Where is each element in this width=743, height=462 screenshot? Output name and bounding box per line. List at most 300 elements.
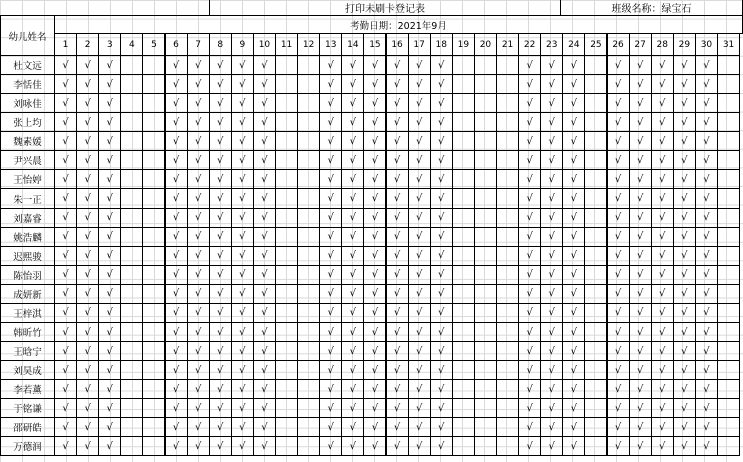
attendance-cell[interactable]: √ — [386, 341, 409, 361]
attendance-cell[interactable]: √ — [98, 360, 121, 380]
attendance-cell[interactable]: √ — [607, 379, 630, 399]
attendance-cell[interactable]: √ — [430, 112, 453, 132]
attendance-cell[interactable] — [717, 265, 740, 285]
attendance-cell[interactable]: √ — [518, 303, 541, 323]
attendance-cell[interactable]: √ — [386, 131, 409, 151]
attendance-cell[interactable] — [452, 55, 475, 75]
attendance-cell[interactable]: √ — [187, 55, 210, 75]
attendance-cell[interactable] — [717, 398, 740, 418]
attendance-cell[interactable]: √ — [253, 379, 276, 399]
attendance-cell[interactable]: √ — [430, 341, 453, 361]
attendance-cell[interactable] — [496, 379, 519, 399]
attendance-cell[interactable]: √ — [629, 322, 652, 342]
attendance-cell[interactable]: √ — [673, 188, 696, 208]
attendance-cell[interactable]: √ — [562, 131, 585, 151]
attendance-cell[interactable] — [496, 150, 519, 170]
attendance-cell[interactable] — [474, 303, 497, 323]
attendance-cell[interactable]: √ — [98, 208, 121, 228]
attendance-cell[interactable]: √ — [319, 417, 342, 437]
attendance-cell[interactable] — [120, 246, 143, 266]
attendance-cell[interactable] — [120, 55, 143, 75]
attendance-cell[interactable]: √ — [187, 188, 210, 208]
attendance-cell[interactable]: √ — [253, 246, 276, 266]
attendance-cell[interactable]: √ — [695, 436, 718, 456]
attendance-cell[interactable]: √ — [629, 417, 652, 437]
attendance-cell[interactable]: √ — [386, 436, 409, 456]
attendance-cell[interactable]: √ — [695, 398, 718, 418]
attendance-cell[interactable]: √ — [209, 188, 232, 208]
attendance-cell[interactable]: √ — [253, 169, 276, 189]
attendance-cell[interactable]: √ — [673, 150, 696, 170]
attendance-cell[interactable]: √ — [695, 303, 718, 323]
attendance-cell[interactable] — [297, 169, 320, 189]
attendance-cell[interactable]: √ — [430, 246, 453, 266]
attendance-cell[interactable] — [496, 303, 519, 323]
attendance-cell[interactable]: √ — [253, 398, 276, 418]
attendance-cell[interactable]: √ — [607, 227, 630, 247]
attendance-cell[interactable] — [496, 417, 519, 437]
attendance-cell[interactable] — [297, 188, 320, 208]
attendance-cell[interactable]: √ — [363, 322, 386, 342]
attendance-cell[interactable] — [452, 169, 475, 189]
attendance-cell[interactable]: √ — [209, 169, 232, 189]
attendance-cell[interactable]: √ — [187, 398, 210, 418]
attendance-cell[interactable]: √ — [165, 303, 188, 323]
attendance-cell[interactable]: √ — [76, 169, 99, 189]
attendance-cell[interactable]: √ — [518, 112, 541, 132]
attendance-cell[interactable] — [297, 379, 320, 399]
attendance-cell[interactable]: √ — [408, 284, 431, 304]
attendance-cell[interactable]: √ — [408, 93, 431, 113]
attendance-cell[interactable] — [717, 322, 740, 342]
attendance-cell[interactable]: √ — [408, 246, 431, 266]
attendance-cell[interactable]: √ — [54, 246, 77, 266]
attendance-cell[interactable] — [496, 131, 519, 151]
attendance-cell[interactable] — [120, 303, 143, 323]
attendance-cell[interactable]: √ — [54, 93, 77, 113]
attendance-cell[interactable] — [120, 284, 143, 304]
attendance-cell[interactable] — [297, 436, 320, 456]
attendance-cell[interactable]: √ — [341, 284, 364, 304]
attendance-cell[interactable] — [120, 74, 143, 94]
attendance-cell[interactable] — [496, 169, 519, 189]
attendance-cell[interactable] — [452, 246, 475, 266]
attendance-cell[interactable]: √ — [695, 379, 718, 399]
attendance-cell[interactable]: √ — [363, 341, 386, 361]
attendance-cell[interactable]: √ — [562, 112, 585, 132]
attendance-cell[interactable]: √ — [651, 360, 674, 380]
attendance-cell[interactable] — [496, 112, 519, 132]
attendance-cell[interactable]: √ — [76, 188, 99, 208]
attendance-cell[interactable]: √ — [54, 436, 77, 456]
attendance-cell[interactable] — [275, 246, 298, 266]
attendance-cell[interactable]: √ — [607, 74, 630, 94]
attendance-cell[interactable] — [142, 169, 165, 189]
attendance-cell[interactable]: √ — [518, 341, 541, 361]
attendance-cell[interactable] — [297, 322, 320, 342]
attendance-cell[interactable] — [142, 284, 165, 304]
attendance-cell[interactable]: √ — [54, 188, 77, 208]
attendance-cell[interactable] — [474, 398, 497, 418]
attendance-cell[interactable]: √ — [607, 417, 630, 437]
attendance-cell[interactable]: √ — [651, 227, 674, 247]
attendance-cell[interactable]: √ — [76, 112, 99, 132]
attendance-cell[interactable]: √ — [607, 360, 630, 380]
attendance-cell[interactable]: √ — [165, 55, 188, 75]
attendance-cell[interactable] — [297, 74, 320, 94]
attendance-cell[interactable]: √ — [673, 284, 696, 304]
attendance-cell[interactable] — [496, 93, 519, 113]
attendance-cell[interactable]: √ — [98, 246, 121, 266]
attendance-cell[interactable] — [452, 265, 475, 285]
attendance-cell[interactable]: √ — [695, 112, 718, 132]
attendance-cell[interactable]: √ — [430, 169, 453, 189]
attendance-cell[interactable]: √ — [187, 208, 210, 228]
attendance-cell[interactable]: √ — [165, 322, 188, 342]
attendance-cell[interactable] — [474, 131, 497, 151]
attendance-cell[interactable]: √ — [187, 112, 210, 132]
attendance-cell[interactable]: √ — [562, 284, 585, 304]
attendance-cell[interactable] — [142, 208, 165, 228]
attendance-cell[interactable]: √ — [319, 341, 342, 361]
attendance-cell[interactable] — [584, 360, 607, 380]
attendance-cell[interactable]: √ — [98, 93, 121, 113]
attendance-cell[interactable] — [142, 303, 165, 323]
attendance-cell[interactable]: √ — [386, 284, 409, 304]
attendance-cell[interactable] — [452, 322, 475, 342]
attendance-cell[interactable] — [142, 131, 165, 151]
attendance-cell[interactable] — [584, 246, 607, 266]
attendance-cell[interactable] — [275, 169, 298, 189]
attendance-cell[interactable]: √ — [562, 93, 585, 113]
attendance-cell[interactable]: √ — [629, 341, 652, 361]
attendance-cell[interactable]: √ — [341, 341, 364, 361]
attendance-cell[interactable]: √ — [363, 227, 386, 247]
attendance-cell[interactable]: √ — [76, 93, 99, 113]
attendance-cell[interactable]: √ — [430, 417, 453, 437]
attendance-cell[interactable]: √ — [518, 188, 541, 208]
attendance-cell[interactable]: √ — [562, 246, 585, 266]
attendance-cell[interactable] — [142, 55, 165, 75]
attendance-cell[interactable] — [496, 322, 519, 342]
attendance-cell[interactable]: √ — [562, 417, 585, 437]
attendance-cell[interactable] — [275, 379, 298, 399]
attendance-cell[interactable]: √ — [165, 227, 188, 247]
attendance-cell[interactable]: √ — [341, 265, 364, 285]
attendance-cell[interactable] — [275, 341, 298, 361]
attendance-cell[interactable]: √ — [540, 360, 563, 380]
attendance-cell[interactable]: √ — [430, 265, 453, 285]
attendance-cell[interactable]: √ — [319, 227, 342, 247]
attendance-cell[interactable]: √ — [98, 55, 121, 75]
attendance-cell[interactable] — [584, 93, 607, 113]
attendance-cell[interactable]: √ — [253, 360, 276, 380]
attendance-cell[interactable]: √ — [651, 417, 674, 437]
attendance-cell[interactable]: √ — [319, 322, 342, 342]
attendance-cell[interactable]: √ — [540, 379, 563, 399]
attendance-cell[interactable]: √ — [76, 246, 99, 266]
attendance-cell[interactable]: √ — [98, 379, 121, 399]
attendance-cell[interactable]: √ — [562, 169, 585, 189]
attendance-cell[interactable] — [452, 93, 475, 113]
attendance-cell[interactable] — [120, 379, 143, 399]
attendance-cell[interactable]: √ — [540, 265, 563, 285]
attendance-cell[interactable]: √ — [562, 150, 585, 170]
attendance-cell[interactable] — [142, 398, 165, 418]
attendance-cell[interactable]: √ — [540, 208, 563, 228]
attendance-cell[interactable]: √ — [341, 379, 364, 399]
attendance-cell[interactable]: √ — [231, 227, 254, 247]
attendance-cell[interactable]: √ — [651, 169, 674, 189]
attendance-cell[interactable] — [717, 341, 740, 361]
attendance-cell[interactable] — [584, 208, 607, 228]
attendance-cell[interactable]: √ — [408, 341, 431, 361]
attendance-cell[interactable] — [474, 112, 497, 132]
attendance-cell[interactable]: √ — [607, 246, 630, 266]
attendance-cell[interactable]: √ — [54, 150, 77, 170]
attendance-cell[interactable] — [584, 55, 607, 75]
attendance-cell[interactable]: √ — [54, 322, 77, 342]
attendance-cell[interactable] — [452, 379, 475, 399]
attendance-cell[interactable] — [120, 227, 143, 247]
attendance-cell[interactable]: √ — [209, 208, 232, 228]
attendance-cell[interactable] — [584, 112, 607, 132]
attendance-cell[interactable]: √ — [386, 208, 409, 228]
attendance-cell[interactable]: √ — [341, 131, 364, 151]
attendance-cell[interactable]: √ — [540, 246, 563, 266]
attendance-cell[interactable]: √ — [253, 93, 276, 113]
attendance-cell[interactable] — [496, 246, 519, 266]
attendance-cell[interactable]: √ — [518, 227, 541, 247]
attendance-cell[interactable] — [142, 436, 165, 456]
attendance-cell[interactable] — [584, 417, 607, 437]
attendance-cell[interactable]: √ — [651, 303, 674, 323]
attendance-cell[interactable] — [142, 188, 165, 208]
attendance-cell[interactable]: √ — [540, 227, 563, 247]
attendance-cell[interactable] — [717, 93, 740, 113]
attendance-cell[interactable]: √ — [209, 398, 232, 418]
attendance-cell[interactable] — [584, 322, 607, 342]
attendance-cell[interactable]: √ — [231, 322, 254, 342]
attendance-cell[interactable] — [142, 341, 165, 361]
attendance-cell[interactable]: √ — [165, 112, 188, 132]
attendance-cell[interactable]: √ — [607, 55, 630, 75]
attendance-cell[interactable] — [275, 436, 298, 456]
attendance-cell[interactable] — [474, 150, 497, 170]
attendance-cell[interactable]: √ — [540, 131, 563, 151]
attendance-cell[interactable] — [275, 227, 298, 247]
attendance-cell[interactable]: √ — [98, 398, 121, 418]
attendance-cell[interactable]: √ — [363, 169, 386, 189]
attendance-cell[interactable]: √ — [629, 227, 652, 247]
attendance-cell[interactable]: √ — [695, 208, 718, 228]
attendance-cell[interactable]: √ — [430, 398, 453, 418]
attendance-cell[interactable]: √ — [651, 265, 674, 285]
attendance-cell[interactable]: √ — [319, 150, 342, 170]
attendance-cell[interactable] — [142, 112, 165, 132]
attendance-cell[interactable] — [717, 417, 740, 437]
attendance-cell[interactable]: √ — [54, 169, 77, 189]
attendance-cell[interactable]: √ — [209, 55, 232, 75]
attendance-cell[interactable] — [474, 55, 497, 75]
attendance-cell[interactable] — [717, 55, 740, 75]
attendance-cell[interactable] — [275, 284, 298, 304]
attendance-cell[interactable]: √ — [430, 379, 453, 399]
attendance-cell[interactable]: √ — [518, 246, 541, 266]
attendance-cell[interactable] — [474, 265, 497, 285]
attendance-cell[interactable] — [474, 322, 497, 342]
attendance-cell[interactable]: √ — [187, 341, 210, 361]
attendance-cell[interactable]: √ — [562, 74, 585, 94]
attendance-cell[interactable]: √ — [651, 284, 674, 304]
attendance-cell[interactable] — [452, 150, 475, 170]
attendance-cell[interactable] — [275, 55, 298, 75]
attendance-cell[interactable] — [275, 150, 298, 170]
attendance-cell[interactable] — [474, 341, 497, 361]
attendance-cell[interactable]: √ — [695, 360, 718, 380]
attendance-cell[interactable]: √ — [673, 74, 696, 94]
attendance-cell[interactable]: √ — [518, 150, 541, 170]
attendance-cell[interactable] — [120, 436, 143, 456]
attendance-cell[interactable]: √ — [209, 112, 232, 132]
attendance-cell[interactable]: √ — [386, 360, 409, 380]
attendance-cell[interactable]: √ — [165, 246, 188, 266]
attendance-cell[interactable]: √ — [695, 188, 718, 208]
attendance-cell[interactable]: √ — [651, 150, 674, 170]
attendance-cell[interactable] — [275, 303, 298, 323]
attendance-cell[interactable]: √ — [209, 74, 232, 94]
attendance-cell[interactable]: √ — [187, 303, 210, 323]
attendance-cell[interactable]: √ — [341, 55, 364, 75]
attendance-cell[interactable]: √ — [165, 131, 188, 151]
attendance-cell[interactable] — [142, 74, 165, 94]
attendance-cell[interactable]: √ — [386, 74, 409, 94]
attendance-cell[interactable]: √ — [408, 74, 431, 94]
attendance-cell[interactable] — [297, 55, 320, 75]
attendance-cell[interactable]: √ — [98, 303, 121, 323]
attendance-cell[interactable]: √ — [430, 208, 453, 228]
attendance-cell[interactable] — [297, 112, 320, 132]
attendance-cell[interactable]: √ — [673, 417, 696, 437]
attendance-cell[interactable]: √ — [607, 208, 630, 228]
attendance-cell[interactable]: √ — [695, 417, 718, 437]
attendance-cell[interactable] — [297, 227, 320, 247]
attendance-cell[interactable] — [452, 131, 475, 151]
attendance-cell[interactable] — [717, 188, 740, 208]
attendance-cell[interactable]: √ — [165, 169, 188, 189]
attendance-cell[interactable]: √ — [165, 284, 188, 304]
attendance-cell[interactable] — [717, 169, 740, 189]
attendance-cell[interactable] — [297, 303, 320, 323]
attendance-cell[interactable]: √ — [54, 265, 77, 285]
attendance-cell[interactable] — [474, 436, 497, 456]
attendance-cell[interactable]: √ — [319, 398, 342, 418]
attendance-cell[interactable]: √ — [363, 188, 386, 208]
attendance-cell[interactable]: √ — [253, 74, 276, 94]
attendance-cell[interactable]: √ — [231, 188, 254, 208]
attendance-cell[interactable]: √ — [253, 284, 276, 304]
attendance-cell[interactable] — [474, 417, 497, 437]
attendance-cell[interactable]: √ — [607, 436, 630, 456]
attendance-cell[interactable]: √ — [607, 341, 630, 361]
attendance-cell[interactable]: √ — [319, 131, 342, 151]
attendance-cell[interactable] — [142, 150, 165, 170]
attendance-cell[interactable]: √ — [341, 93, 364, 113]
attendance-cell[interactable]: √ — [54, 341, 77, 361]
attendance-cell[interactable] — [584, 379, 607, 399]
attendance-cell[interactable] — [474, 379, 497, 399]
attendance-cell[interactable] — [452, 398, 475, 418]
attendance-cell[interactable]: √ — [363, 208, 386, 228]
attendance-cell[interactable]: √ — [540, 74, 563, 94]
attendance-cell[interactable]: √ — [651, 436, 674, 456]
attendance-cell[interactable]: √ — [363, 74, 386, 94]
attendance-cell[interactable]: √ — [341, 303, 364, 323]
attendance-cell[interactable] — [297, 284, 320, 304]
attendance-cell[interactable] — [584, 169, 607, 189]
attendance-cell[interactable]: √ — [408, 169, 431, 189]
attendance-cell[interactable]: √ — [319, 169, 342, 189]
attendance-cell[interactable] — [297, 246, 320, 266]
attendance-cell[interactable] — [120, 417, 143, 437]
attendance-cell[interactable] — [452, 208, 475, 228]
attendance-cell[interactable] — [452, 303, 475, 323]
attendance-cell[interactable]: √ — [209, 322, 232, 342]
attendance-cell[interactable]: √ — [363, 417, 386, 437]
attendance-cell[interactable]: √ — [231, 208, 254, 228]
attendance-cell[interactable]: √ — [341, 246, 364, 266]
attendance-cell[interactable] — [142, 227, 165, 247]
attendance-cell[interactable]: √ — [253, 208, 276, 228]
attendance-cell[interactable]: √ — [209, 379, 232, 399]
attendance-cell[interactable]: √ — [98, 227, 121, 247]
attendance-cell[interactable]: √ — [54, 74, 77, 94]
attendance-cell[interactable]: √ — [629, 436, 652, 456]
attendance-cell[interactable]: √ — [341, 398, 364, 418]
attendance-cell[interactable]: √ — [673, 265, 696, 285]
attendance-cell[interactable] — [120, 112, 143, 132]
attendance-cell[interactable]: √ — [76, 150, 99, 170]
attendance-cell[interactable] — [297, 208, 320, 228]
attendance-cell[interactable] — [496, 436, 519, 456]
attendance-cell[interactable]: √ — [386, 169, 409, 189]
attendance-cell[interactable]: √ — [165, 188, 188, 208]
attendance-cell[interactable]: √ — [629, 131, 652, 151]
attendance-cell[interactable]: √ — [673, 227, 696, 247]
attendance-cell[interactable]: √ — [54, 227, 77, 247]
attendance-cell[interactable]: √ — [363, 360, 386, 380]
attendance-cell[interactable]: √ — [98, 74, 121, 94]
attendance-cell[interactable]: √ — [695, 150, 718, 170]
attendance-cell[interactable]: √ — [629, 360, 652, 380]
attendance-cell[interactable]: √ — [54, 284, 77, 304]
attendance-cell[interactable]: √ — [209, 246, 232, 266]
attendance-cell[interactable]: √ — [209, 417, 232, 437]
attendance-cell[interactable]: √ — [651, 74, 674, 94]
attendance-cell[interactable]: √ — [562, 360, 585, 380]
attendance-cell[interactable]: √ — [408, 227, 431, 247]
attendance-cell[interactable] — [474, 360, 497, 380]
attendance-cell[interactable] — [584, 188, 607, 208]
attendance-cell[interactable]: √ — [607, 265, 630, 285]
attendance-cell[interactable]: √ — [673, 360, 696, 380]
attendance-cell[interactable]: √ — [430, 150, 453, 170]
attendance-cell[interactable] — [496, 55, 519, 75]
attendance-cell[interactable]: √ — [165, 379, 188, 399]
attendance-cell[interactable] — [584, 74, 607, 94]
attendance-cell[interactable]: √ — [518, 93, 541, 113]
attendance-cell[interactable]: √ — [319, 284, 342, 304]
